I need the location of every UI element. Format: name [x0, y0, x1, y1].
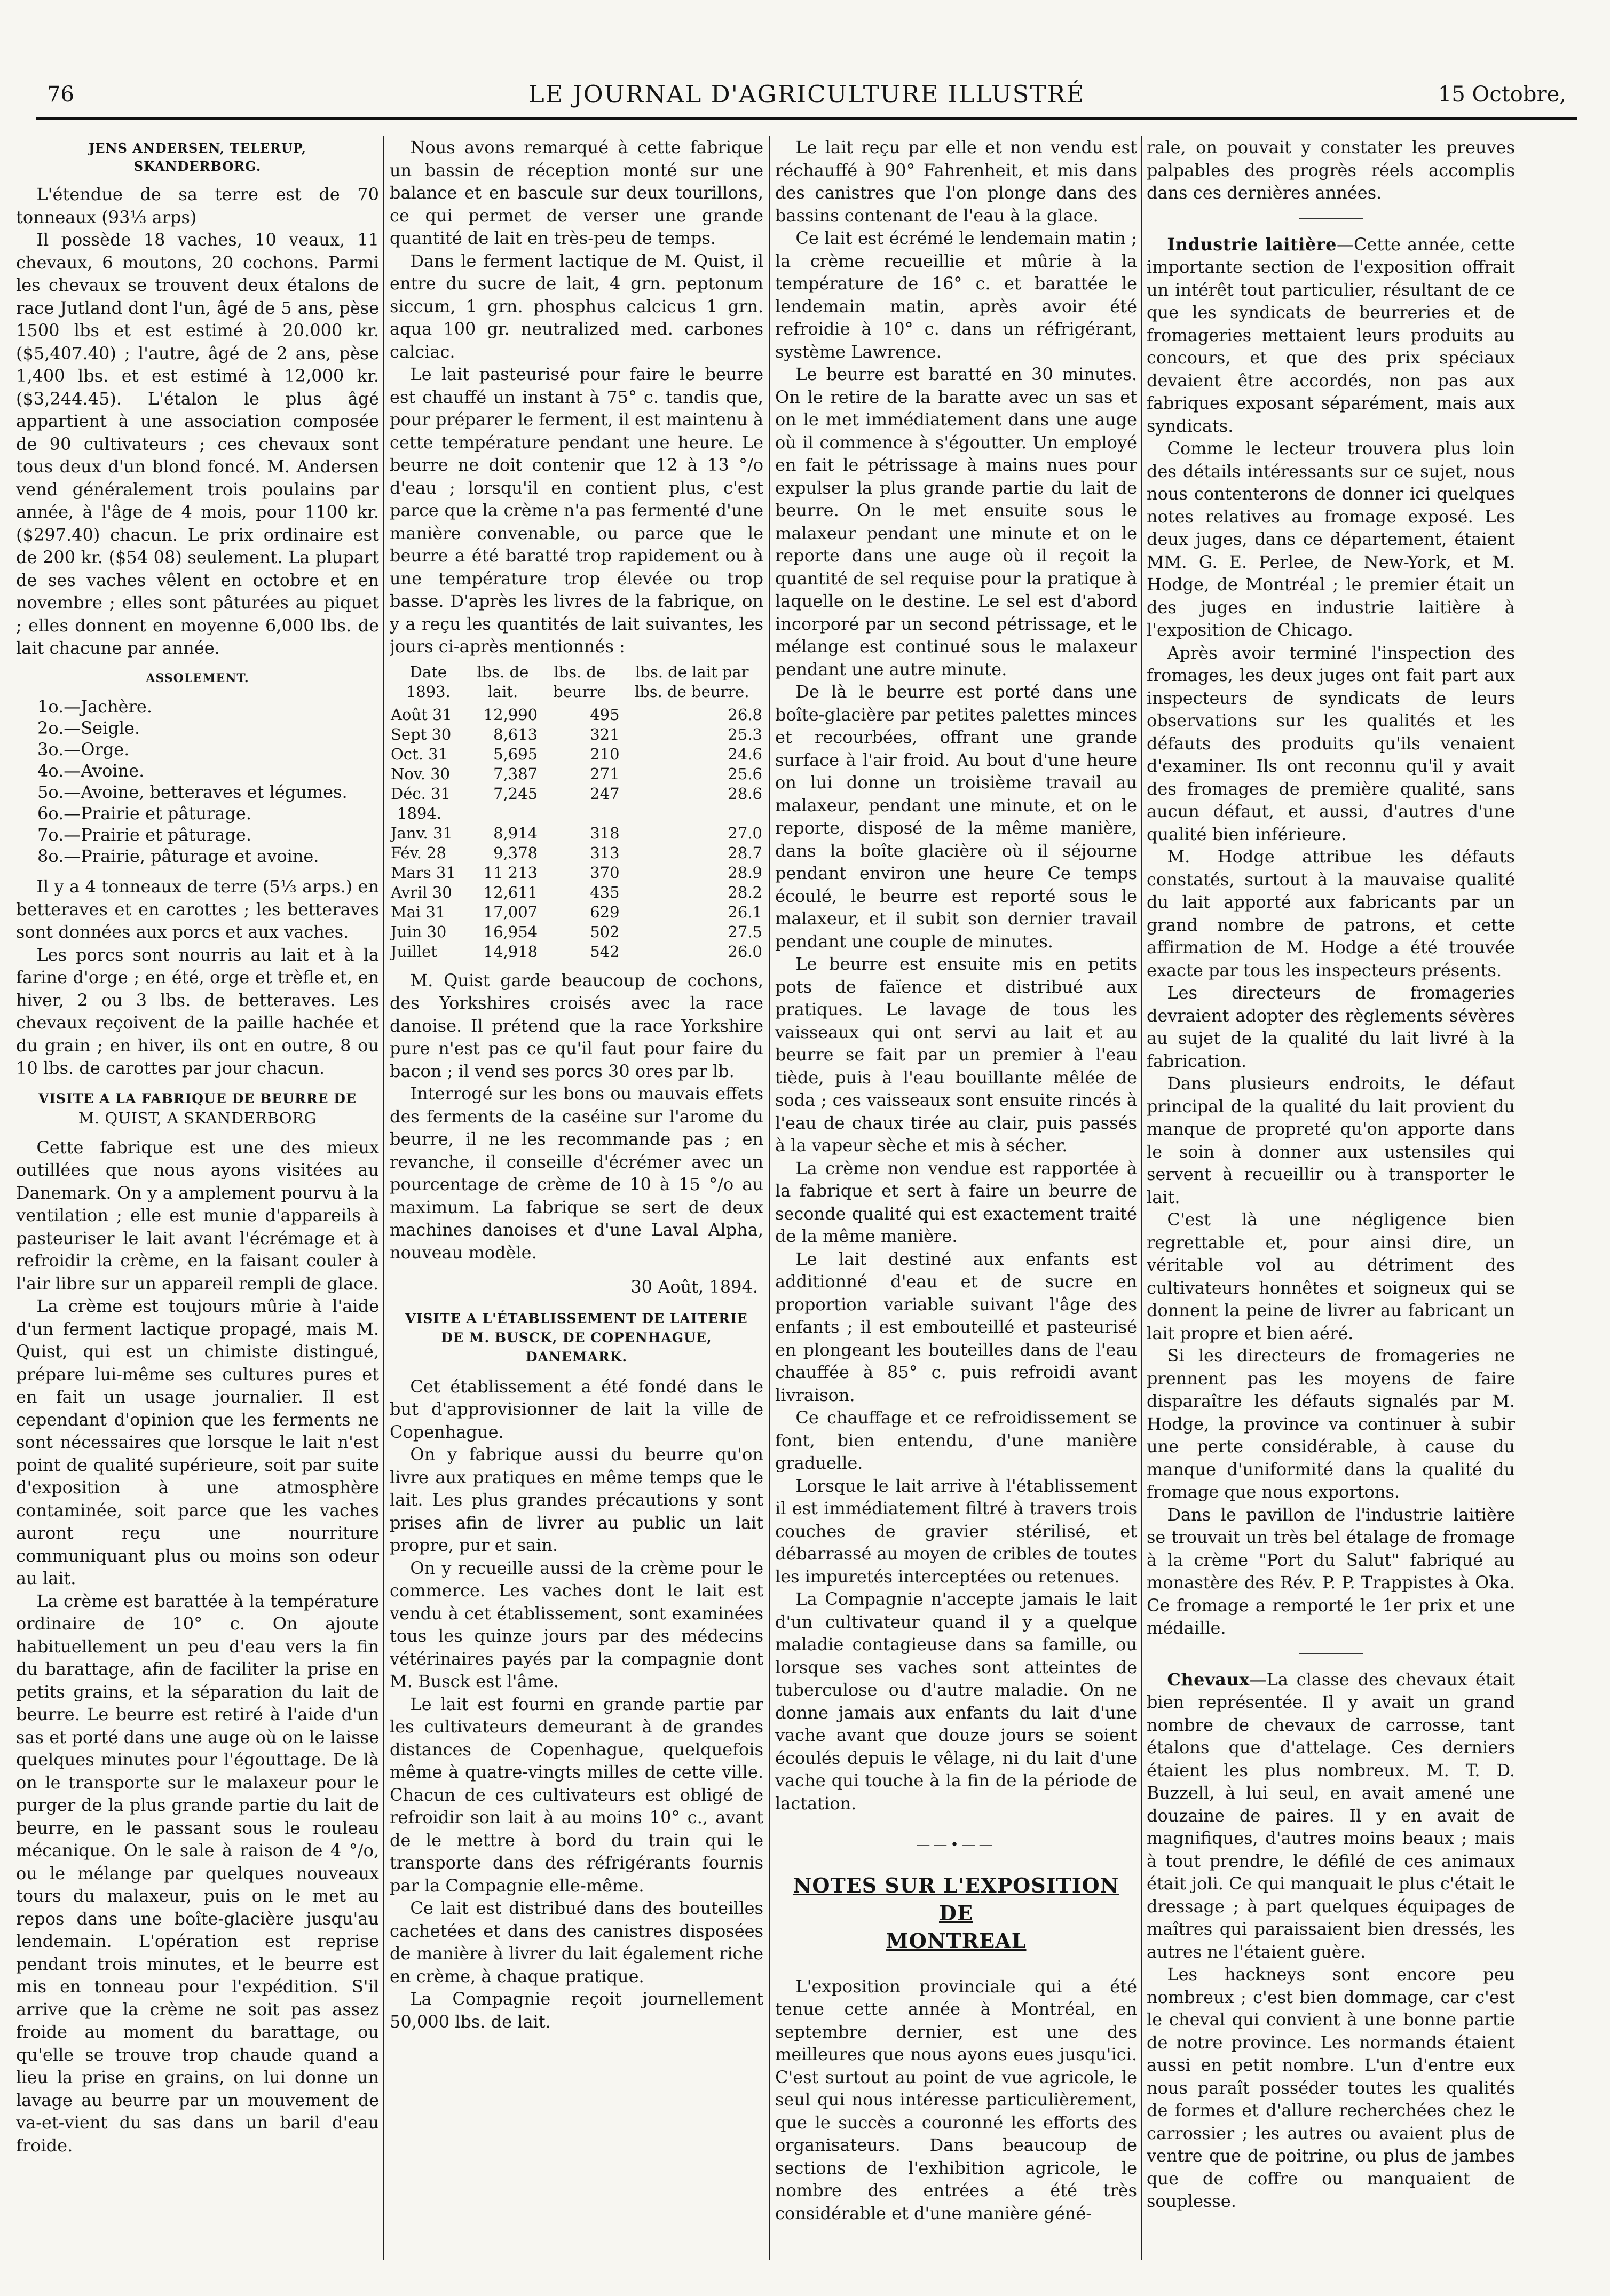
paragraph: Ce lait est distribué dans des bouteilles cachetées et dans des canistres disposées de manière à livrer du lait également riche en crème, à chaque pratique. [390, 1898, 763, 1986]
notes-title-line: MONTREAL [886, 1928, 1027, 1953]
paragraph: rale, on pouvait y constater les preuves palpables des progrès réels accomplis dans ces dernières années. [1147, 137, 1515, 203]
section-heading-line: DE M. BUSCK, DE COPENHAGUE, [441, 1329, 712, 1345]
day-label: 31 [432, 824, 453, 842]
paragraph: Ce chauffage et ce refroidissement se font, bien entendu, d'une manière graduelle. [775, 1407, 1137, 1473]
lait-cell: 17,007 [483, 902, 538, 921]
date-cell [390, 764, 467, 784]
column-rule [1141, 136, 1142, 2260]
paragraph-dairy [1147, 233, 1515, 438]
paragraph: Le lait reçu par elle et non vendu est réchauffé à 90° Fahrenheit, et mis dans des canistres que l'on plonge dans des bassins contenant de l'eau à la glace. [775, 137, 1137, 226]
table-row [390, 745, 763, 764]
ratio-cell: 28.9 [728, 863, 762, 882]
section-heading-line: DANEMARK. [525, 1349, 628, 1365]
rotation-list [16, 696, 379, 867]
table-row [390, 883, 763, 902]
running-head [36, 80, 1577, 112]
table-row [390, 784, 763, 804]
ratio-cell: 25.6 [728, 764, 762, 783]
day-label: 31 [431, 784, 451, 803]
table-row [390, 863, 763, 883]
rotation-heading: ASSOLEMENT. [146, 671, 249, 685]
table-header: lbs. de lait par lbs. de beurre. [634, 662, 749, 701]
production-table [390, 662, 763, 962]
month-label: Sept [391, 725, 427, 743]
paragraph: Interrogé sur les bons ou mauvais effets des ferments de la caséine sur l'arome du beurre, il ne les recommande pas ; en revanche, il conseille d'écrémer avec un pourcentage de crème de 10 à 15 °/o au maximum. La fabrique se sert de deux machines danoises et d'une Laval Alpha, nouveau modèle. [390, 1083, 763, 1263]
day-label: 31 [425, 902, 446, 921]
paragraph: Ce lait est écrémé le lendemain matin ; la crème recueillie et mûrie à la température de 16° c. et barattée le lendemain matin, après avoir été refroidie à 10° c. dans un réfrigérant, système Lawrence. [775, 228, 1137, 362]
section-heading-line: M. QUIST, A SKANDERBORG [78, 1109, 317, 1127]
horses-text: —La classe des chevaux était bien représentée. Il y avait un grand nombre de chevaux de carrosse, tant étalons que d'attelage. Ces derniers étaient les plus nombreux. M. T. D. Buzzell, à lui seul, en avait amené une douzaine de paires. Il y en avait de magnifiques, d'autres moins beaux ; mais à tout prendre, le défilé de ces animaux était joli. Ce qui manquait le plus c'était le dressage ; à part quelques équipages de maîtres qui paraissaient bien dressés, les autres ne l'étaient guère. [1147, 1669, 1515, 1962]
date-cell [390, 745, 467, 764]
notes-title-line: NOTES SUR L'EXPOSITION DE [793, 1873, 1119, 1925]
beurre-cell: 542 [590, 942, 620, 961]
beurre-cell: 495 [590, 705, 620, 724]
day-label: 30 [427, 922, 447, 941]
month-label: Mai [391, 902, 421, 921]
day-label: 31 [432, 705, 452, 724]
farm-heading-line: SKANDERBORG. [133, 159, 262, 174]
paragraph: Lorsque le lait arrive à l'établissement il est immédiatement filtré à travers trois couches de gravier stérilisé, et débarrassé au moyen de cribles de toutes les impuretés interceptées ou retenues. [775, 1475, 1137, 1587]
paragraph: Dans le ferment lactique de M. Quist, il entre du sucre de lait, 4 grn. peptonum siccum, 1 grn. phosphus calcicus 1 grn. aqua 100 gr. neutralized med. carbones calciac. [390, 250, 763, 362]
paragraph: C'est là une négligence bien regrettable et, pour ainsi dire, un véritable vol au détriment des cultivateurs honnêtes et soigneux qui se donnent la peine de livrer au fabricant un lait propre et bien aéré. [1147, 1209, 1515, 1343]
beurre-cell: 318 [590, 824, 620, 842]
paragraph: De là le beurre est porté dans une boîte-glacière par petites palettes minces et recourbées, offrant une grande surface à l'air froid. Au bout d'une heure on lui donne un troisième travail au malaxeur, pendant une minute, et on le reporte, disposé de la même manière, dans la boîte glacière où il séjourne pendant environ une heure Ce temps écoulé, le beurre est reporté sous le malaxeur, et il subit son dernier travail pendant une couple de minutes. [775, 682, 1137, 952]
date-cell [390, 705, 467, 725]
paragraph: Le lait pasteurisé pour faire le beurre est chauffé un instant à 75° c. tandis que, pour préparer le ferment, il est maintenu à cette température pendant une heure. Le beurre ne doit contenir que 12 à 13 °/o d'eau ; lorsqu'il en contient plus, c'est parce que la crème n'a pas fermenté d'une manière convenable, ou parce que le beurre a été baratté trop rapidement ou à une température trop élevée ou trop basse. D'après les livres de la fabrique, on y a reçu les quantités de lait suivantes, les jours ci-après mentionnés : [390, 364, 763, 656]
production-table-body [390, 705, 763, 962]
paragraph: Le beurre est baratté en 30 minutes. On le retire de la baratte avec un sas et on le met immédiatement dans une auge où il commence à s'égoutter. Un employé en fait le pétrissage à mains nues pour expulser la plus grande partie du lait de beurre. On le met ensuite sous le malaxeur pendant une minute et on le reporte dans une auge où il reçoit la quantité de sel requise pour la pratique à laquelle on le destine. Le sel est d'abord incorporé par un second pétrissage, et le mélange est continué sous le malaxeur pendant une autre minute. [775, 364, 1137, 679]
notes-title [786, 1872, 1126, 1955]
section-heading-quist [16, 1089, 379, 1128]
paragraph-horses [1147, 1668, 1515, 1964]
date-cell [390, 843, 467, 863]
date-cell [390, 902, 467, 922]
rotation-item: 7o.—Prairie et pâturage. [37, 825, 251, 845]
paragraph: Comme le lecteur trouvera plus loin des détails intéressants sur ce sujet, nous nous contenterons de donner ici quelques notes relatives au fromage exposé. Les deux juges, dans ce département, étaient MM. G. E. Perlee, de New-York, et M. Hodge, de Montréal ; le premier était un des juges en industrie laitière à l'exposition de Chicago. [1147, 438, 1515, 640]
farm-heading [16, 139, 379, 176]
header-rule [36, 117, 1577, 120]
lait-cell: 5,695 [493, 745, 538, 763]
paragraph: Les hackneys sont encore peu nombreux ; c'est bien dommage, car c'est le cheval qui convient à une bonne partie de notre province. Les normands étaient aussi en petit nombre. L'un d'entre eux nous paraît posséder toutes les qualités de formes et d'allure recherchées chez le carrossier ; les autres ou avaient plus de ventre que de poitrine, ou plus de jambes que de coffre ou manquaient de souplesse. [1147, 1964, 1515, 2211]
lait-cell: 7,245 [493, 784, 538, 803]
day-label: 30 [432, 883, 452, 901]
dairy-text: —Cette année, cette importante section de l'exposition offrait un intérêt tout particulier, résultant de ce que les syndicats de beurreries et de fromageries mettaient leurs produits au concours, et que des prix spéciaux devaient être accordés, non pas aux fabriques exposant séparément, mais aux syndicats. [1147, 234, 1515, 436]
date-cell [390, 863, 467, 883]
table-row [390, 843, 763, 863]
paragraph: On y fabrique aussi du beurre qu'on livre aux pratiques en même temps que le lait. Les plus grandes précautions y sont prises afin de livrer au public un lait propre, pur et sain. [390, 1444, 763, 1555]
table-row [390, 725, 763, 745]
ratio-cell: 28.6 [728, 784, 762, 803]
divider [1299, 218, 1363, 219]
paragraph: Le lait destiné aux enfants est additionné d'eau et de sucre en proportion variable suivant l'âge des enfants ; il est embouteillé et pasteurisé en plongeant les bouteilles dans de l'eau chauffée à 85° c. puis refroidi avant livraison. [775, 1248, 1137, 1405]
paragraph: La Compagnie reçoit journellement 50,000 lbs. de lait. [390, 1989, 763, 2032]
month-label: Juillet [391, 942, 437, 961]
journal-title: LE JOURNAL D'AGRICULTURE ILLUSTRÉ [528, 80, 1085, 108]
lait-cell: 8,613 [493, 725, 538, 743]
day-label: 31 [428, 745, 448, 763]
paragraph: La Compagnie n'accepte jamais le lait d'un cultivateur quand il y a quelque maladie contagieuse dans sa famille, ou lorsque ses vaches sont atteintes de tuberculose ou d'autre maladie. On ne donne jamais aux enfants du lait d'une vache avant que douze jours se soient écoulés depuis le vêlage, ni du lait d'une vache qui touche à la fin de la période de lactation. [775, 1589, 1137, 1814]
month-label: Fév. [391, 843, 422, 862]
date-cell [390, 725, 467, 745]
beurre-cell: 210 [590, 745, 620, 763]
rotation-item: 2o.—Seigle. [37, 718, 140, 738]
rotation-item: 4o.—Avoine. [37, 761, 145, 781]
month-label: Oct. [391, 745, 423, 763]
table-header: lbs. de lait. [477, 662, 529, 701]
paragraph: Le beurre est ensuite mis en petits pots de faïence et distribué aux pratiques. Le lavage de tous les vaisseaux qui ont servi au lait et au beurre se fait par un premier à l'eau tiède, puis à l'eau bouillante mêlée de soda ; ces vaisseaux sont ensuite rincés à l'eau de chaux tirée au clair, puis passés à la vapeur sèche et mis à sécher. [775, 954, 1137, 1155]
ratio-cell: 25.3 [728, 725, 762, 743]
ratio-cell: 24.6 [728, 745, 762, 763]
ratio-cell: 28.7 [728, 843, 762, 862]
day-label: 30 [431, 725, 452, 743]
beurre-cell: 321 [590, 725, 620, 743]
ornament-divider: ——•—— [916, 1837, 996, 1853]
farm-heading-line: JENS ANDERSEN, TELERUP, [88, 140, 307, 156]
table-header: lbs. de beurre [553, 662, 606, 701]
table-row [390, 922, 763, 942]
date-cell [390, 883, 467, 902]
day-label: 31 [436, 863, 456, 882]
day-label: 28 [427, 843, 446, 862]
paragraph: Les porcs sont nourris au lait et à la farine d'orge ; en été, orge et trèfle et, en hiver, 2 ou 3 lbs. de betteraves. Les chevaux reçoivent de la paille hachée et du grain ; en hiver, ils ont en outre, 8 ou 10 lbs. de carottes par jour chacun. [16, 944, 379, 1078]
paragraph: Dans plusieurs endroits, le défaut principal de la qualité du lait provient du manque de propreté qu'on apporte dans le soin à donner aux ustensiles qui servent à recueillir ou à transporter le lait. [1147, 1073, 1515, 1207]
rotation-item: 8o.—Prairie, pâturage et avoine. [37, 846, 319, 866]
table-header-row [390, 662, 763, 705]
month-label: Juin [391, 922, 422, 941]
year-cell: 1894. [397, 804, 442, 822]
beurre-cell: 502 [590, 922, 620, 941]
rotation-item: 1o.—Jachère. [37, 696, 153, 717]
paragraph: Cette fabrique est une des mieux outillées que nous ayons visitées au Danemark. On y a amplement pourvu à la ventilation ; elle est munie d'appareils à pasteuriser le lait avant l'écrémage et à refroidir la crème, en la faisant couler à l'air libre sur un appareil rempli de glace. [16, 1137, 379, 1294]
lait-cell: 8,914 [493, 824, 538, 842]
ratio-cell: 28.2 [728, 883, 762, 901]
paragraph: Nous avons remarqué à cette fabrique un bassin de réception monté sur une balance et en bascule sur deux tourillons, ce qui permet de verser une grande quantité de lait en très-peu de temps. [390, 137, 763, 248]
table-year-row [390, 804, 763, 824]
paragraph: On y recueille aussi de la crème pour le commerce. Les vaches dont le lait est vendu à cet établissement, sont examinées tous les quinze jours par des médecins vétérinaires payés par la compagnie dont M. Busck est l'âme. [390, 1557, 763, 1691]
beurre-cell: 370 [590, 863, 620, 882]
lait-cell: 14,918 [483, 942, 538, 961]
paragraph: Il y a 4 tonneaux de terre (5⅓ arps.) en betteraves et en carottes ; les betteraves sont données aux porcs et aux vaches. [16, 876, 379, 942]
ratio-cell: 27.5 [728, 922, 762, 941]
rotation-item: 3o.—Orge. [37, 739, 130, 759]
dairy-run-in: Industrie laitière [1167, 234, 1337, 255]
table-row [390, 942, 763, 962]
rotation-item: 6o.—Prairie et pâturage. [37, 803, 251, 824]
column-3 [775, 136, 1137, 2260]
paragraph: Dans le pavillon de l'industrie laitière se trouvait un très bel étalage de fromage à la crème "Port du Salut" fabriqué au monastère des Rév. P. P. Trappistes à Oka. Ce fromage a remporté le 1er prix et une médaille. [1147, 1504, 1515, 1638]
month-label: Avril [391, 883, 428, 901]
column-1 [16, 136, 379, 2260]
section-heading-line: VISITE A L'ÉTABLISSEMENT DE LAITERIE [405, 1310, 748, 1326]
lait-cell: 12,611 [483, 883, 538, 901]
paragraph: La crème est toujours mûrie à l'aide d'un ferment lactique propagé, mais M. Quist, qui est un chimiste distingué, prépare lui-même ses cultures pures et en fait un usage journalier. Il est cependant d'opinion que les ferments ne sont nécessaires que lorsque le lait n'est point de qualité supérieure, soit par suite d'exposition à une atmosphère contaminée, soit parce que les vaches auront reçu une nourriture communiquant plus ou moins son odeur au lait. [16, 1296, 379, 1588]
day-label: 30 [430, 764, 451, 783]
column-2 [390, 136, 763, 2260]
column-rule [383, 136, 384, 2260]
section-heading-line: VISITE A LA FABRIQUE DE BEURRE DE [38, 1090, 357, 1106]
month-label: Août [391, 705, 428, 724]
month-label: Mars [391, 863, 431, 882]
paragraph: Il possède 18 vaches, 10 veaux, 11 chevaux, 6 moutons, 20 cochons. Parmi les chevaux se trouvent deux étalons de race Jutland dont l'un, âgé de 5 ans, pèse 1500 lbs et est estimé à 20.000 kr. ($5,407.40) ; l'autre, âgé de 2 ans, pèse 1,400 lbs. et est estimé à 12,000 kr. ($3,244.45). L'étalon le plus âgé appartient à une association composée de 90 cultivateurs ; ces chevaux sont tous deux d'un blond foncé. M. Andersen vend généralement trois poulains par année, à l'âge de 4 mois, pour 1100 kr. ($297.40) chacun. Le prix ordinaire est de 200 kr. ($54 08) seulement. La plupart de ses vaches vêlent en octobre et en novembre ; elles sont pâturées au piquet ; elles donnent en moyenne 6,000 lbs. de lait chacune par année. [16, 229, 379, 658]
month-label: Nov. [391, 764, 425, 783]
paragraph: Si les directeurs de fromageries ne prennent pas les moyens de faire disparaître les défauts signalés par M. Hodge, la province va continuer à subir une perte considérable, à cause du manque d'uniformité dans la qualité du fromage que nous exportons. [1147, 1345, 1515, 1502]
ratio-cell: 26.1 [728, 902, 762, 921]
beurre-cell: 629 [590, 902, 620, 921]
column-4 [1147, 136, 1515, 2260]
date-cell [390, 922, 467, 942]
month-label: Janv. [391, 824, 428, 842]
beurre-cell: 435 [590, 883, 620, 901]
horses-run-in: Chevaux [1167, 1669, 1250, 1690]
paragraph: M. Quist garde beaucoup de cochons, des Yorkshires croisés avec la race danoise. Il prétend que la race Yorkshire pure n'est pas ce qu'il faut pour faire du bacon ; il vend ses porcs 30 ores par lb. [390, 970, 763, 1081]
lait-cell: 11 213 [483, 863, 538, 882]
beurre-cell: 271 [590, 764, 620, 783]
table-row [390, 705, 763, 725]
beurre-cell: 313 [590, 843, 620, 862]
table-row [390, 764, 763, 784]
paragraph: Les directeurs de fromageries devraient adopter des règlements sévères au sujet de la qualité du lait livré à la fabrication. [1147, 983, 1515, 1071]
issue-date: 15 Octobre, [1438, 82, 1566, 107]
paragraph: Le lait est fourni en grande partie par les cultivateurs demeurant à de grandes distances de Copenhague, quelquefois même à quatre-vingts milles de cette ville. Chacun de ces cultivateurs est obligé de refroidir son lait à au moins 10° c., avant de le mettre à bord du train qui le transporte dans des réfrigérants fournis par la Compagnie elle-même. [390, 1693, 763, 1896]
ratio-cell: 27.0 [728, 824, 762, 842]
paragraph: Cet établissement a été fondé dans le but d'approvisionner de lait la ville de Copenhague. [390, 1376, 763, 1442]
date-cell [390, 784, 467, 804]
lait-cell: 7,387 [493, 764, 538, 783]
paragraph: Après avoir terminé l'inspection des fromages, les deux juges ont fait part aux inspecteurs de syndicats de leurs observations sur les qualités et les défauts des produits qu'ils venaient d'examiner. Ils ont reconnu qu'il y avait des fromages de première qualité, sans aucun défaut, et aussi, d'autres d'une qualité bien inférieure. [1147, 642, 1515, 844]
paragraph: L'exposition provinciale qui a été tenue cette année à Montréal, en septembre dernier, est une des meilleures que nous ayons eues jusqu'ici. C'est surtout au point de vue agricole, le seul qui nous intéresse particulièrement, que le succès a couronné les efforts des organisateurs. Dans beaucoup de sections de l'exhibition agricole, le nombre des entrées a été très considérable et d'une manière géné- [775, 1976, 1137, 2223]
paragraph: La crème est barattée à la température ordinaire de 10° c. On ajoute habituellement un peu d'eau vers la fin du barattage, afin de faciliter la prise en petits grains, et la séparation du lait de beurre. Le beurre est retiré à l'aide d'un sas et porté dans une auge où on le laisse quelques minutes pour l'égouttage. De là on le transporte sur le malaxeur pour le purger de la plus grande partie du lait de beurre, en le passant sous le rouleau mécanique. On le sale à raison de 4 °/o, ou le mélange par quelques nouveaux tours du malaxeur, puis on le met au repos dans une boîte-glacière jusqu'au lendemain. L'opération est reprise pendant trois minutes, et le beurre est mis en tonneau pour l'expédition. S'il arrive que la crème ne soit pas assez froide au moment du barattage, ou qu'elle se trouve trop chaude quand a lieu la prise en grains, on lui donne un lavage au beurre par un mouvement de va-et-vient du sas dans un baril d'eau froide. [16, 1590, 379, 2156]
paragraph: L'étendue de sa terre est de 70 tonneaux (93⅓ arps) [16, 184, 379, 227]
month-label: Déc. [391, 784, 426, 803]
paragraph: M. Hodge attribue les défauts constatés, surtout à la mauvaise qualité du lait apporté aux fabricants par un grand nombre de patrons, et cette affirmation de M. Hodge a été trouvée exacte par tous les inspecteurs présents. [1147, 846, 1515, 980]
table-row [390, 824, 763, 843]
rotation-item: 5o.—Avoine, betteraves et légumes. [37, 782, 348, 802]
lait-cell: 9,378 [493, 843, 538, 862]
beurre-cell: 247 [590, 784, 620, 803]
divider [1299, 1653, 1363, 1654]
paragraph: La crème non vendue est rapportée à la fabrique et sert à faire un beurre de seconde qualité qui est exactement traité de la même manière. [775, 1158, 1137, 1246]
date-cell [390, 824, 467, 843]
column-rule [769, 136, 770, 2260]
table-header: Date 1893. [406, 662, 451, 701]
lait-cell: 12,990 [483, 705, 538, 724]
section-heading-busck [390, 1309, 763, 1367]
lait-cell: 16,954 [483, 922, 538, 941]
dateline: 30 Août, 1894. [630, 1277, 758, 1297]
date-cell [390, 942, 467, 962]
table-row [390, 902, 763, 922]
page-number: 76 [47, 82, 74, 107]
ratio-cell: 26.0 [728, 942, 762, 961]
ratio-cell: 26.8 [728, 705, 762, 724]
